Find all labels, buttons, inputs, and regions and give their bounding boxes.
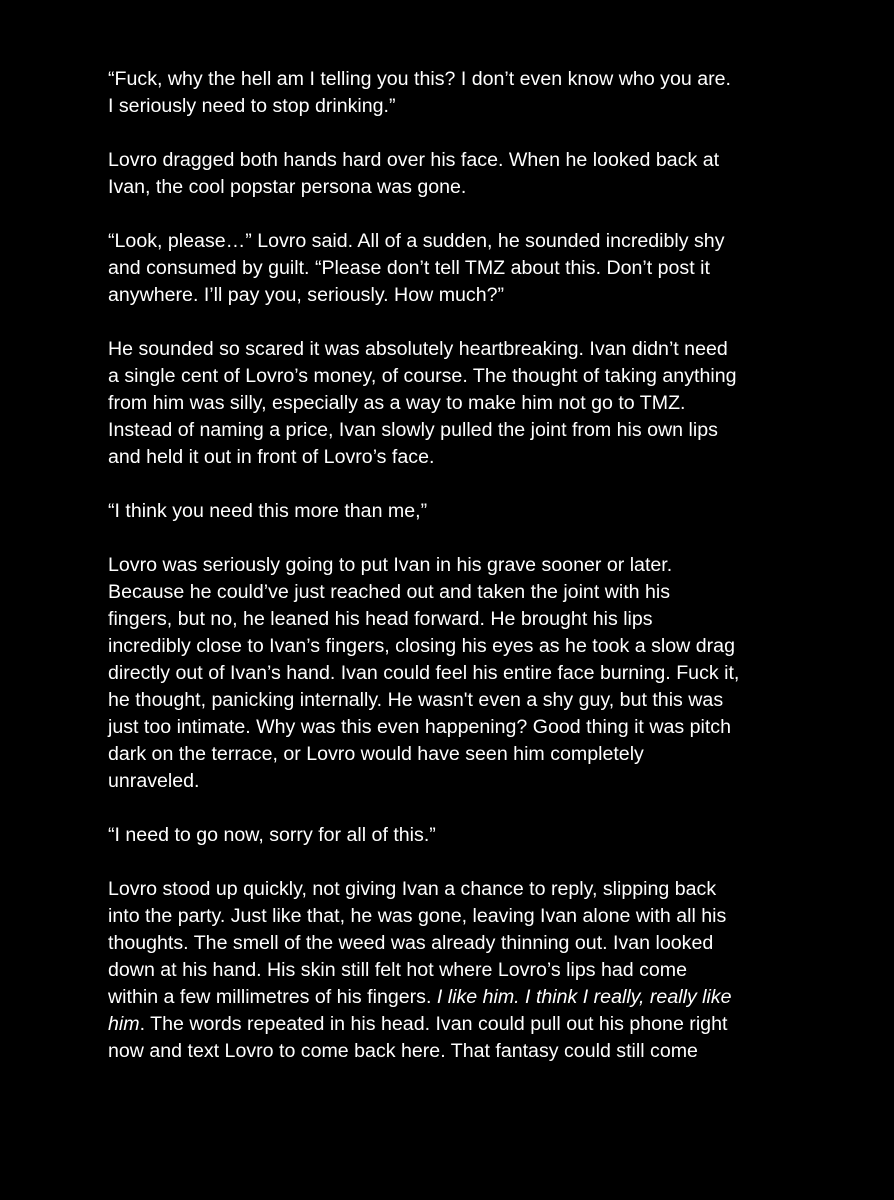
- text-line: dark on the terrace, or Lovro would have seen him completely: [108, 743, 644, 765]
- text-line: fingers, but no, he leaned his head forward. He brought his lips: [108, 608, 653, 630]
- text-line: I seriously need to stop drinking.”: [108, 95, 396, 117]
- paragraph-6: [108, 552, 788, 795]
- text-line: Lovro dragged both hands hard over his face. When he looked back at: [108, 149, 720, 171]
- text-line-mixed: [108, 1011, 788, 1038]
- italic-text-run: I like him. I think I really, really like: [436, 986, 732, 1008]
- text-line: “I think you need this more than me,”: [108, 500, 428, 522]
- paragraph-5: [108, 498, 788, 525]
- paragraph-4: [108, 336, 788, 471]
- text-run: . The words repeated in his head. Ivan could pull out his phone right: [139, 1013, 728, 1035]
- paragraph-7: [108, 822, 788, 849]
- text-run: within a few millimetres of his fingers.: [108, 986, 437, 1008]
- text-line: he thought, panicking internally. He wasn't even a shy guy, but this was: [108, 689, 724, 711]
- text-line: Ivan, the cool popstar persona was gone.: [108, 176, 467, 198]
- text-line: a single cent of Lovro’s money, of course. The thought of taking anything: [108, 365, 737, 387]
- paragraph-3: [108, 228, 788, 309]
- text-line: incredibly close to Ivan’s fingers, closing his eyes as he took a slow drag: [108, 635, 735, 657]
- text-line-mixed: [108, 984, 788, 1011]
- text-line: now and text Lovro to come back here. That fantasy could still come: [108, 1040, 698, 1062]
- paragraph-2: [108, 147, 788, 201]
- text-line: and consumed by guilt. “Please don’t tell TMZ about this. Don’t post it: [108, 257, 710, 279]
- text-line: thoughts. The smell of the weed was already thinning out. Ivan looked: [108, 932, 714, 954]
- text-line: unraveled.: [108, 770, 200, 792]
- text-line: into the party. Just like that, he was gone, leaving Ivan alone with all his: [108, 905, 727, 927]
- text-line: Because he could’ve just reached out and taken the joint with his: [108, 581, 671, 603]
- paragraph-1: [108, 66, 788, 120]
- text-line: Lovro stood up quickly, not giving Ivan a chance to reply, slipping back: [108, 878, 717, 900]
- document-page: [108, 66, 788, 1065]
- text-line: “Fuck, why the hell am I telling you this? I don’t even know who you are.: [108, 68, 731, 90]
- text-line: down at his hand. His skin still felt hot where Lovro’s lips had come: [108, 959, 688, 981]
- text-line: from him was silly, especially as a way to make him not go to TMZ.: [108, 392, 686, 414]
- paragraph-8: [108, 876, 788, 1065]
- text-line: and held it out in front of Lovro’s face.: [108, 446, 435, 468]
- text-line: Lovro was seriously going to put Ivan in his grave sooner or later.: [108, 554, 673, 576]
- text-line: He sounded so scared it was absolutely heartbreaking. Ivan didn’t need: [108, 338, 728, 360]
- text-line: directly out of Ivan’s hand. Ivan could feel his entire face burning. Fuck it,: [108, 662, 740, 684]
- text-line: anywhere. I’ll pay you, seriously. How much?”: [108, 284, 505, 306]
- text-line: “I need to go now, sorry for all of this.”: [108, 824, 436, 846]
- italic-text-run: him: [108, 1013, 140, 1035]
- text-line: “Look, please…” Lovro said. All of a sudden, he sounded incredibly shy: [108, 230, 725, 252]
- text-line: Instead of naming a price, Ivan slowly pulled the joint from his own lips: [108, 419, 718, 441]
- text-line: just too intimate. Why was this even happening? Good thing it was pitch: [108, 716, 731, 738]
